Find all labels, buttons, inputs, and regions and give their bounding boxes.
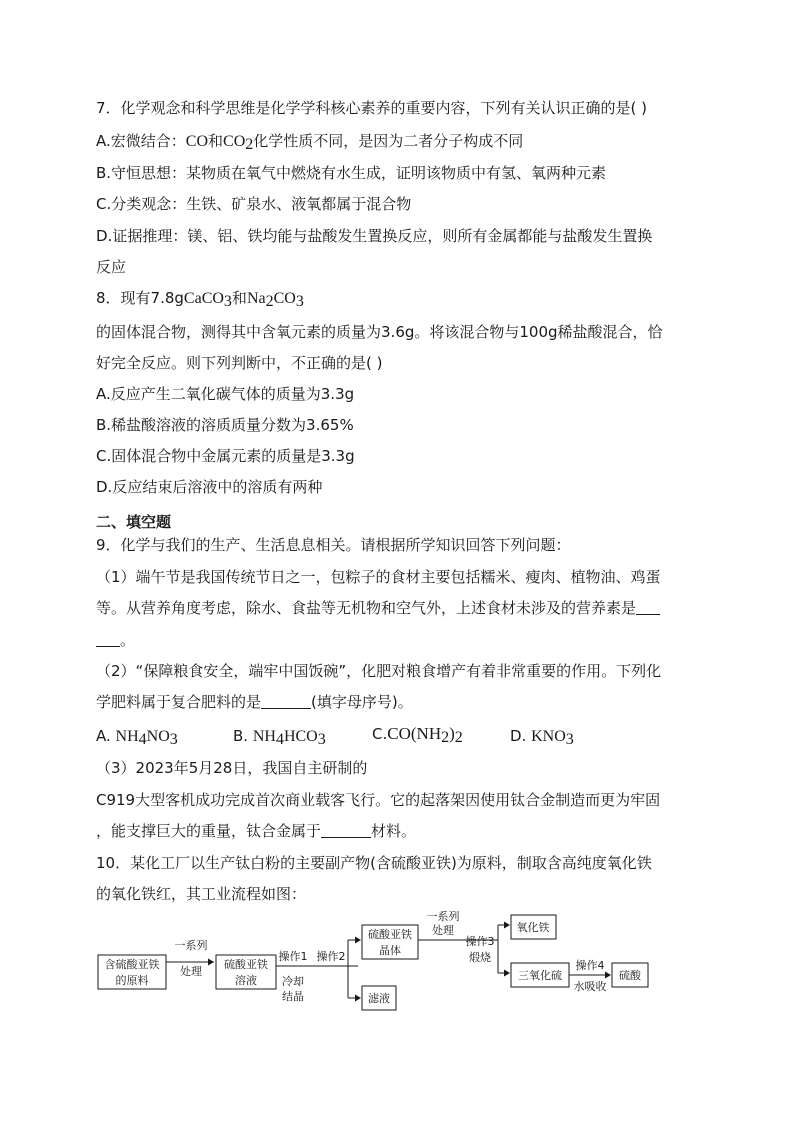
arrow-head	[504, 922, 510, 929]
arrow-head	[208, 959, 214, 966]
q10-stem-line2: 的氧化铁红，其工业流程如图：	[96, 885, 307, 903]
q7-option-a: A.宏微结合：CO和$CO_2$化学性质不同，是因为二者分子构成不同	[96, 132, 524, 153]
box-crystal-text: 硫酸亚铁	[368, 928, 412, 941]
op1-sublabel: 结晶	[282, 990, 304, 1003]
q9-option-a: A. $NH_4NO_3$	[96, 727, 178, 748]
q7-stem: 7．化学观念和科学思维是化学学科核心素养的重要内容，下列有关认识正确的是( )	[96, 99, 648, 117]
op3-label: 操作3	[465, 935, 495, 948]
q9-option-b: B. $NH_4HCO_3$	[233, 727, 326, 748]
q7-option-d-line1: D.证据推理：镁、铝、铁均能与盐酸发生置换反应，则所有金属都能与盐酸发生置换	[96, 227, 653, 245]
arrow1-label: 一系列	[174, 939, 208, 952]
q9-part1-line1: （1）端午节是我国传统节日之一，包粽子的食材主要包括糯米、瘦肉、植物油、鸡蛋	[96, 568, 661, 586]
box-so3-text: 三氧化硫	[518, 969, 562, 982]
q9-stem: 9．化学与我们的生产、生活息息相关。请根据所学知识回答下列问题：	[96, 536, 571, 554]
arrow-head	[355, 937, 361, 944]
arrow3-label: 一系列	[426, 910, 460, 923]
arrow-head	[355, 995, 361, 1002]
section-heading: 二、填空题	[96, 513, 172, 531]
q8-option-b: B.稀盐酸溶液的溶质质量分数为3.65%	[96, 416, 354, 434]
box-sulfuric-acid-text: 硫酸	[619, 969, 641, 982]
q9-option-c: $C.CO(NH_2)_2$	[372, 724, 463, 746]
box-iron-oxide-text: 氧化铁	[516, 921, 550, 934]
q9-part1-line2: 等。从营养角度考虑，除水、食盐等无机物和空气外，上述食材未涉及的营养素是	[96, 598, 660, 618]
op2-label: 操作2	[316, 950, 346, 963]
q9-part2-line1: （2）“保障粮食安全，端牢中国饭碗”，化肥对粮食增产有着非常重要的作用。下列化	[96, 662, 662, 680]
arrow-head	[605, 972, 611, 979]
q8-stem-line3: 好完全反应。则下列判断中，不正确的是( )	[96, 354, 383, 372]
q9-option-d: D. $KNO_3$	[510, 727, 574, 748]
box-solution-text: 硫酸亚铁	[224, 958, 268, 971]
q8-stem-line1: 8．现有7.8gCaCO$_3$和$Na_2CO_3$	[96, 289, 304, 310]
q7-option-b: B.守恒思想：某物质在氧气中燃烧有水生成，证明该物质中有氢、氧两种元素	[96, 164, 607, 182]
q9-part1-line3: 。	[96, 630, 135, 650]
arrow-head	[504, 970, 510, 977]
op1-sublabel: 冷却	[282, 975, 304, 988]
q9-part2-line2: 学肥料属于复合肥料的是 (填字母序号)。	[96, 693, 413, 711]
box-crystal-text: 晶体	[379, 944, 401, 957]
op1-label: 操作1	[278, 950, 308, 963]
op4-label: 操作4	[575, 959, 605, 972]
arrow1-label: 处理	[180, 965, 202, 978]
q9-part3-line2: C919大型客机成功完成首次商业载客飞行。它的起落架因使用钛合金制造而更为牢固	[96, 791, 661, 809]
box-filtrate-text: 滤液	[368, 992, 390, 1005]
q9-part3-line1: （3）2023年5月28日，我国自主研制的	[96, 759, 368, 777]
box-raw-material-text: 的原料	[115, 974, 149, 987]
q8-option-c: C.固体混合物中金属元素的质量是3.3g	[96, 447, 355, 465]
q8-option-d: D.反应结束后溶液中的溶质有两种	[96, 478, 323, 496]
q9-part3-line3: ，能支撑巨大的重量，钛合金属于 材料。	[96, 822, 417, 840]
arrow3-label: 处理	[432, 924, 454, 937]
op4-sublabel: 水吸收	[573, 980, 607, 993]
q7-option-d-line2: 反应	[96, 258, 127, 276]
op3-sublabel: 煅烧	[469, 951, 491, 964]
box-solution-text: 溶液	[235, 974, 257, 987]
q8-option-a: A.反应产生二氧化碳气体的质量为3.3g	[96, 385, 355, 403]
q7-option-c: C.分类观念：生铁、矿泉水、液氧都属于混合物	[96, 195, 412, 213]
q10-stem-line1: 10．某化工厂以生产钛白粉的主要副产物(含硫酸亚铁)为原料，制取含高纯度氧化铁	[96, 854, 652, 872]
q8-stem-line2: 的固体混合物，测得其中含氧元素的质量为3.6g。将该混合物与100g稀盐酸混合，恰	[96, 323, 663, 341]
box-raw-material-text: 含硫酸亚铁	[104, 958, 160, 971]
